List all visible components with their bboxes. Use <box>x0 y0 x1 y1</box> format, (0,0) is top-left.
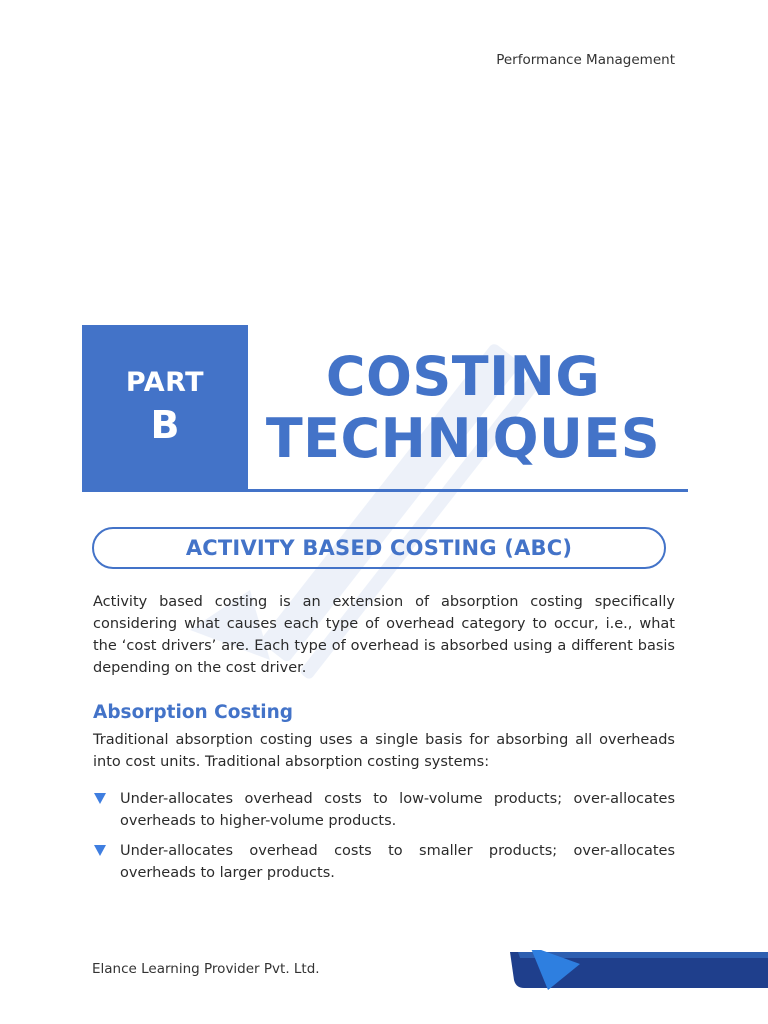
section-heading: ACTIVITY BASED COSTING (ABC) <box>185 536 573 560</box>
running-header: Performance Management <box>496 52 675 68</box>
chapter-title-line-1: COSTING <box>325 345 601 408</box>
part-letter: B <box>150 403 180 447</box>
blue-triangle-bullet-icon <box>93 843 107 857</box>
list-item <box>93 788 675 832</box>
title-underline <box>82 489 688 492</box>
part-label-box <box>82 325 248 491</box>
list-item <box>93 840 675 884</box>
blue-triangle-bullet-icon <box>93 791 107 805</box>
chapter-title-line-2: TECHNIQUES <box>265 407 661 470</box>
absorption-costing-heading: Absorption Costing <box>93 702 294 723</box>
footer-company: Elance Learning Provider Pvt. Ltd. <box>92 961 320 977</box>
absorption-paragraph: Traditional absorption costing uses a single basis for absorbing all overheads into cost units. Traditional absorption costing systems: <box>93 732 675 770</box>
bullet-text: Under-allocates overhead costs to smaller products; over-allocates overheads to larger products. <box>120 843 675 881</box>
part-word: PART <box>125 367 205 398</box>
chapter-title <box>258 346 668 470</box>
section-heading-pill <box>92 527 666 569</box>
intro-paragraph: Activity based costing is an extension of absorption costing specifically considering what causes each type of overhead category to occur, i.e., what the ‘cost drivers’ are. Each type of overhead is absorbed using a different basis depending on the cost driver. <box>93 594 675 676</box>
footer-band <box>510 950 768 990</box>
bullet-text: Under-allocates overhead costs to low-volume products; over-allocates overheads to higher-volume products. <box>120 791 675 829</box>
